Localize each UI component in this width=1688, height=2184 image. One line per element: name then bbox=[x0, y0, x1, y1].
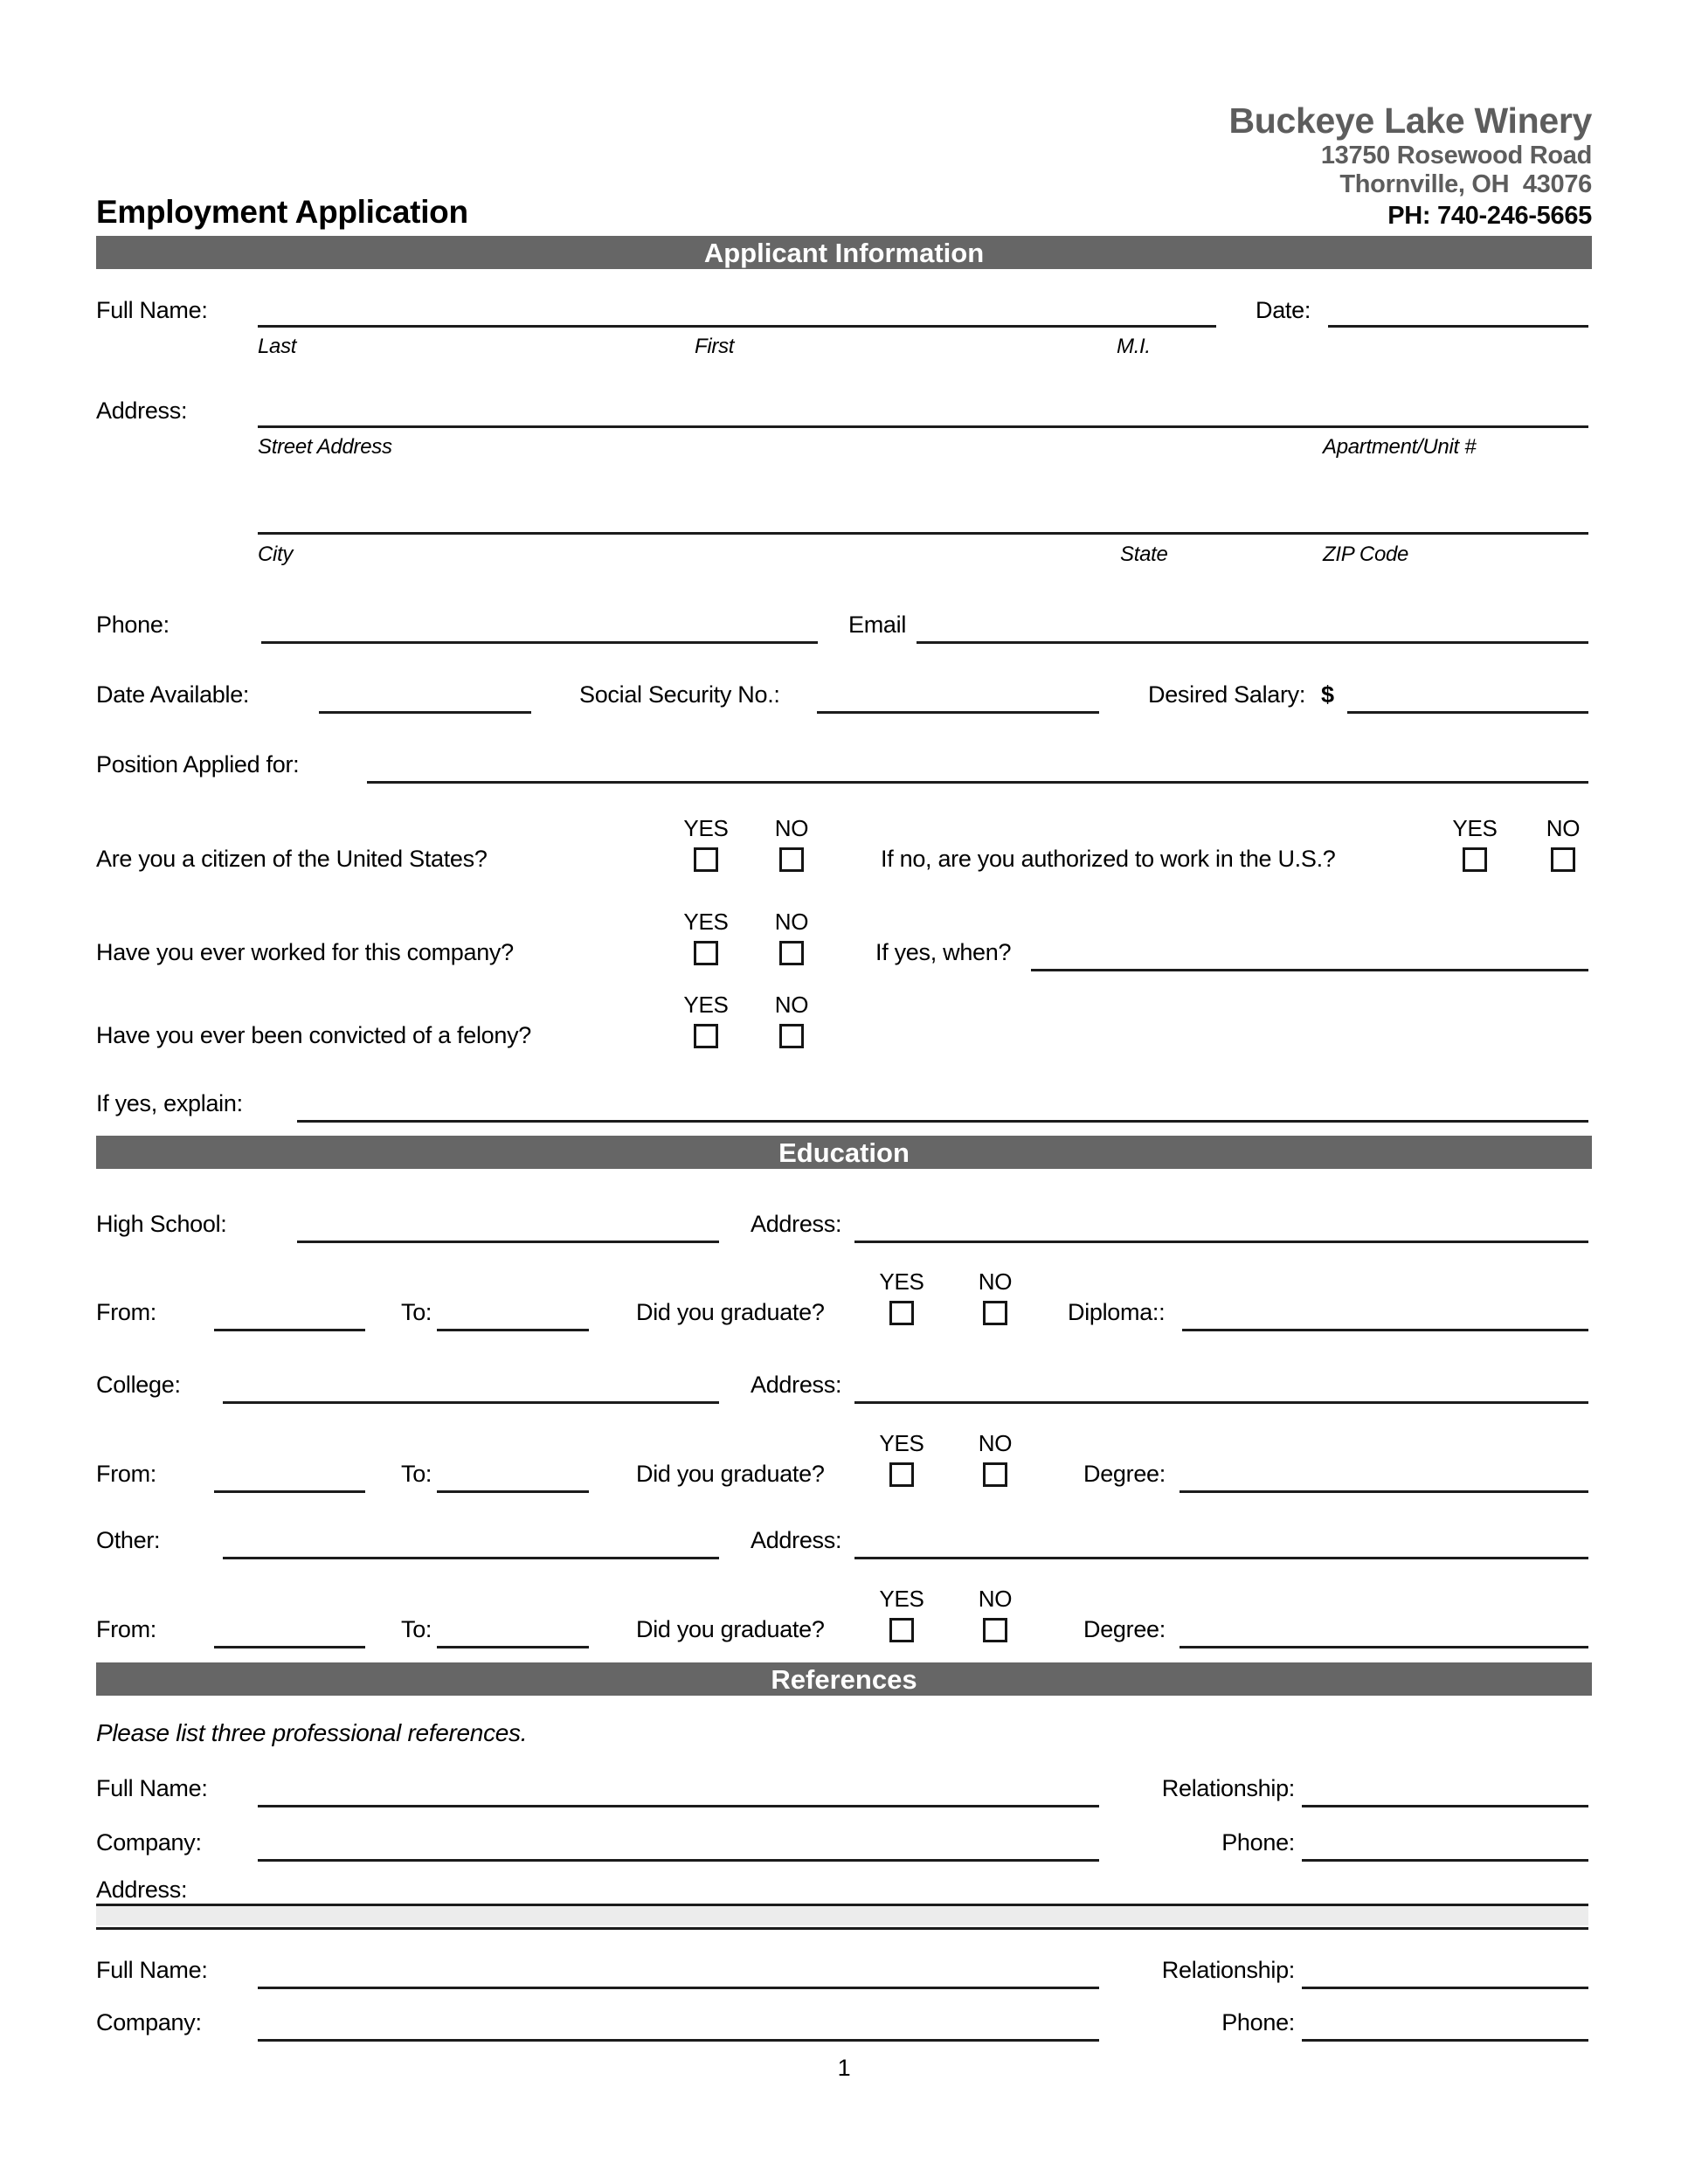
email-label: Email bbox=[848, 612, 907, 638]
hs-graduate-yes-checkbox[interactable] bbox=[889, 1301, 914, 1325]
diploma-input-line[interactable] bbox=[1182, 1329, 1588, 1331]
section-bar-education: Education bbox=[96, 1136, 1592, 1169]
company-phone: PH: 740-246-5665 bbox=[1387, 202, 1592, 230]
ref1-phone-input-line[interactable] bbox=[1302, 1859, 1588, 1862]
college-degree-label: Degree: bbox=[1083, 1461, 1166, 1487]
dollar-sign: $ bbox=[1321, 681, 1334, 708]
other-graduate-no-checkbox[interactable] bbox=[983, 1618, 1007, 1642]
phone-input-line[interactable] bbox=[261, 641, 818, 644]
yes-label: YES bbox=[683, 815, 729, 841]
college-graduate-no-checkbox[interactable] bbox=[983, 1462, 1007, 1487]
full-name-label: Full Name: bbox=[96, 297, 208, 323]
section-bar-references: References bbox=[96, 1662, 1592, 1696]
college-degree-input-line[interactable] bbox=[1180, 1490, 1588, 1493]
hs-graduate-no-checkbox[interactable] bbox=[983, 1301, 1007, 1325]
page-number: 1 bbox=[837, 2055, 851, 2081]
date-input-line[interactable] bbox=[1328, 325, 1588, 328]
address-label: Address: bbox=[96, 397, 188, 424]
ref1-company-label: Company: bbox=[96, 1829, 202, 1856]
other-degree-label: Degree: bbox=[1083, 1616, 1166, 1642]
worked-no-checkbox[interactable] bbox=[779, 941, 804, 965]
date-available-input-line[interactable] bbox=[319, 711, 531, 714]
ref2-company-label: Company: bbox=[96, 2009, 202, 2035]
ref1-address-label: Address: bbox=[96, 1876, 188, 1903]
other-address-label: Address: bbox=[751, 1527, 842, 1553]
hs-address-label: Address: bbox=[751, 1211, 842, 1237]
hs-address-input-line[interactable] bbox=[854, 1241, 1588, 1243]
hs-from-label: From: bbox=[96, 1299, 156, 1325]
ref1-address-row2-field[interactable] bbox=[96, 1906, 1588, 1925]
explain-input-line[interactable] bbox=[297, 1120, 1588, 1123]
college-from-label: From: bbox=[96, 1461, 156, 1487]
no-label: NO bbox=[978, 1430, 1013, 1456]
hs-graduate-label: Did you graduate? bbox=[636, 1299, 825, 1325]
date-available-label: Date Available: bbox=[96, 681, 250, 708]
high-school-input-line[interactable] bbox=[297, 1241, 719, 1243]
yes-label: YES bbox=[1452, 815, 1498, 841]
college-from-input-line[interactable] bbox=[214, 1490, 365, 1493]
yes-label: YES bbox=[683, 909, 729, 935]
position-label: Position Applied for: bbox=[96, 751, 300, 778]
ref1-address-input-line2[interactable] bbox=[96, 1927, 1588, 1930]
other-to-label: To: bbox=[401, 1616, 432, 1642]
date-label: Date: bbox=[1256, 297, 1311, 323]
other-graduate-yes-checkbox[interactable] bbox=[889, 1618, 914, 1642]
no-label: NO bbox=[978, 1586, 1013, 1612]
authorized-no-checkbox[interactable] bbox=[1551, 847, 1575, 872]
yes-label: YES bbox=[879, 1268, 924, 1295]
yes-label: YES bbox=[683, 992, 729, 1018]
city-sublabel: City bbox=[258, 543, 294, 566]
college-input-line[interactable] bbox=[223, 1401, 719, 1404]
ref2-full-name-label: Full Name: bbox=[96, 1957, 208, 1983]
other-input-line[interactable] bbox=[223, 1557, 719, 1559]
ssn-label: Social Security No.: bbox=[579, 681, 780, 708]
ref2-phone-label: Phone: bbox=[1221, 2009, 1295, 2035]
other-from-input-line[interactable] bbox=[214, 1646, 365, 1648]
felony-no-checkbox[interactable] bbox=[779, 1024, 804, 1048]
yes-label: YES bbox=[879, 1586, 924, 1612]
diploma-label: Diploma:: bbox=[1068, 1299, 1166, 1325]
ssn-input-line[interactable] bbox=[817, 711, 1099, 714]
ref1-phone-label: Phone: bbox=[1221, 1829, 1295, 1856]
explain-label: If yes, explain: bbox=[96, 1090, 243, 1116]
felony-yes-checkbox[interactable] bbox=[694, 1024, 718, 1048]
email-input-line[interactable] bbox=[917, 641, 1588, 644]
citizen-yes-checkbox[interactable] bbox=[694, 847, 718, 872]
college-address-input-line[interactable] bbox=[854, 1401, 1588, 1404]
college-to-label: To: bbox=[401, 1461, 432, 1487]
position-input-line[interactable] bbox=[367, 781, 1588, 784]
first-sublabel: First bbox=[695, 335, 735, 358]
ref1-full-name-input-line[interactable] bbox=[258, 1805, 1099, 1807]
company-address-line1: 13750 Rosewood Road bbox=[1320, 142, 1592, 169]
state-sublabel: State bbox=[1120, 543, 1168, 566]
yes-label: YES bbox=[879, 1430, 924, 1456]
citizen-question-label: Are you a citizen of the United States? bbox=[96, 846, 488, 872]
other-degree-input-line[interactable] bbox=[1180, 1646, 1588, 1648]
zip-sublabel: ZIP Code bbox=[1323, 543, 1409, 566]
company-name: Buckeye Lake Winery bbox=[1228, 100, 1592, 141]
other-from-label: From: bbox=[96, 1616, 156, 1642]
ref1-relationship-label: Relationship: bbox=[1161, 1775, 1295, 1801]
authorized-yes-checkbox[interactable] bbox=[1463, 847, 1487, 872]
citizen-no-checkbox[interactable] bbox=[779, 847, 804, 872]
section-bar-applicant-information: Applicant Information bbox=[96, 236, 1592, 269]
street-address-sublabel: Street Address bbox=[258, 435, 392, 459]
ref1-full-name-label: Full Name: bbox=[96, 1775, 208, 1801]
college-label: College: bbox=[96, 1372, 181, 1398]
high-school-label: High School: bbox=[96, 1211, 227, 1237]
ref1-relationship-input-line[interactable] bbox=[1302, 1805, 1588, 1807]
other-to-input-line[interactable] bbox=[437, 1646, 589, 1648]
last-sublabel: Last bbox=[258, 335, 297, 358]
other-graduate-label: Did you graduate? bbox=[636, 1616, 825, 1642]
full-name-input-line[interactable] bbox=[258, 325, 1216, 328]
when-question-label: If yes, when? bbox=[875, 939, 1012, 965]
worked-question-label: Have you ever worked for this company? bbox=[96, 939, 514, 965]
other-address-input-line[interactable] bbox=[854, 1557, 1588, 1559]
college-graduate-yes-checkbox[interactable] bbox=[889, 1462, 914, 1487]
worked-when-input-line[interactable] bbox=[1031, 969, 1588, 971]
mi-sublabel: M.I. bbox=[1117, 335, 1151, 358]
company-address-line2: Thornville, OH 43076 bbox=[1339, 170, 1592, 198]
no-label: NO bbox=[1546, 815, 1581, 841]
apartment-sublabel: Apartment/Unit # bbox=[1323, 435, 1477, 459]
street-address-input-line[interactable] bbox=[258, 425, 1588, 428]
other-label: Other: bbox=[96, 1527, 161, 1553]
no-label: NO bbox=[978, 1268, 1013, 1295]
phone-label: Phone: bbox=[96, 612, 169, 638]
city-state-zip-input-line[interactable] bbox=[258, 532, 1588, 535]
ref2-phone-input-line[interactable] bbox=[1302, 2039, 1588, 2042]
worked-yes-checkbox[interactable] bbox=[694, 941, 718, 965]
hs-to-input-line[interactable] bbox=[437, 1329, 589, 1331]
hs-to-label: To: bbox=[401, 1299, 432, 1325]
ref2-full-name-input-line[interactable] bbox=[258, 1987, 1099, 1989]
college-address-label: Address: bbox=[751, 1372, 842, 1398]
authorized-question-label: If no, are you authorized to work in the U.S.? bbox=[881, 846, 1336, 872]
ref2-relationship-input-line[interactable] bbox=[1302, 1987, 1588, 1989]
no-label: NO bbox=[774, 909, 809, 935]
ref2-relationship-label: Relationship: bbox=[1161, 1957, 1295, 1983]
no-label: NO bbox=[774, 815, 809, 841]
college-graduate-label: Did you graduate? bbox=[636, 1461, 825, 1487]
ref1-company-input-line[interactable] bbox=[258, 1859, 1099, 1862]
desired-salary-input-line[interactable] bbox=[1347, 711, 1588, 714]
felony-question-label: Have you ever been convicted of a felony? bbox=[96, 1022, 532, 1048]
references-intro: Please list three professional references. bbox=[96, 1719, 528, 1746]
ref2-company-input-line[interactable] bbox=[258, 2039, 1099, 2042]
hs-from-input-line[interactable] bbox=[214, 1329, 365, 1331]
page-title: Employment Application bbox=[96, 194, 468, 230]
desired-salary-label: Desired Salary: bbox=[1148, 681, 1306, 708]
college-to-input-line[interactable] bbox=[437, 1490, 589, 1493]
no-label: NO bbox=[774, 992, 809, 1018]
